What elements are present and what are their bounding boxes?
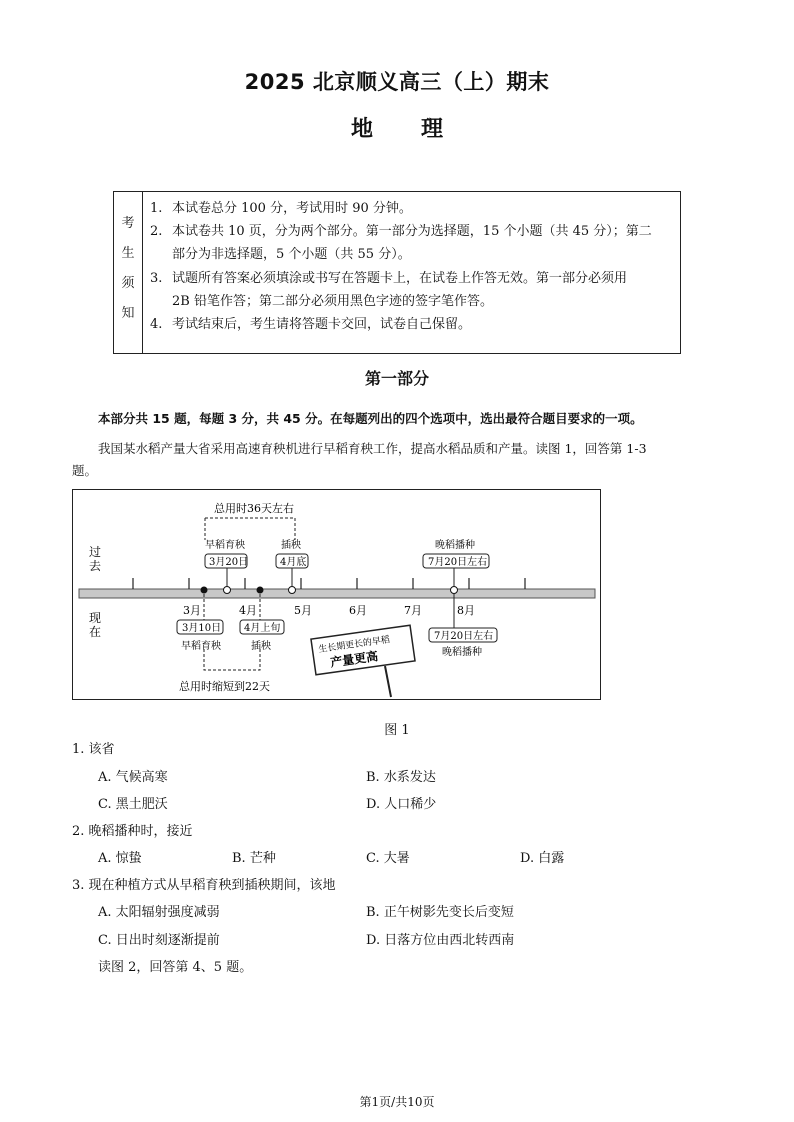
now-early-label: 早稻育秧: [181, 641, 221, 652]
notice-items: [150, 192, 674, 336]
question-option: [366, 766, 436, 785]
page-footer: 第1页/共10页: [359, 1095, 435, 1109]
option-letter: B.: [232, 851, 246, 866]
month-label: 3月: [183, 604, 201, 617]
now-transplant-date: 4月上旬: [244, 623, 281, 634]
past-total-duration: 总用时36天左右: [214, 502, 294, 515]
option-text: 气候高寒: [115, 770, 168, 785]
late-sowing-marker: [451, 587, 458, 594]
now-early-date: 3月10日: [182, 623, 222, 634]
subject-char: 理: [421, 117, 444, 142]
subject-title: [0, 112, 794, 143]
now-late-date: 7月20日左右: [434, 631, 494, 642]
question-stem: 1. 该省: [72, 742, 115, 757]
option-text: 人口稀少: [384, 797, 437, 812]
option-letter: C.: [98, 797, 112, 812]
past-early-date: 3月20日: [209, 557, 249, 568]
option-text: 大暑: [383, 851, 410, 866]
past-duration-bracket: [205, 518, 295, 540]
question-option: [366, 929, 514, 948]
month-label: 6月: [349, 604, 367, 617]
notice-item-text: 试题所有答案必须填涂或书写在答题卡上，在试卷上作答无效。第一部分必须用: [172, 270, 628, 286]
option-text: 日出时刻逐渐提前: [115, 933, 220, 948]
question-option: [98, 793, 168, 812]
question-option: [98, 901, 220, 920]
notice-item: [150, 220, 674, 243]
sign-text-line2: 产量更高: [329, 649, 379, 670]
option-letter: D.: [520, 851, 535, 866]
notice-item-text: 本试卷共 10 页，分为两个部分。第一部分为选择题，15 个小题（共 45 分）；第二: [172, 224, 652, 240]
section-title: 第一部分: [364, 369, 429, 388]
month-label: 5月: [294, 604, 312, 617]
notice-item-continued: 部分为非选择题，5 个小题（共 55 分）。: [172, 247, 411, 263]
month-label: 8月: [457, 604, 475, 617]
option-letter: C.: [98, 933, 112, 948]
month-label: 7月: [404, 604, 422, 617]
section-instruction: 本部分共 15 题，每题 3 分，共 45 分。在每题列出的四个选项中，选出最符合题目要求的一项。: [98, 411, 643, 426]
notice-item: [150, 197, 674, 220]
option-letter: D.: [366, 933, 381, 948]
past-label-char: 去: [89, 559, 102, 573]
option-text: 芒种: [249, 851, 276, 866]
figure-caption: 图 1: [384, 723, 410, 738]
now-transplant-label: 插秧: [251, 641, 271, 652]
notice-label-char: 须: [121, 276, 135, 291]
notice-item-num: 1.: [150, 201, 163, 216]
question-option: [98, 847, 142, 866]
past-early-label: 早稻育秧: [205, 540, 245, 551]
option-text: 白露: [538, 851, 565, 866]
paper-title: 2025 北京顺义高三（上）期末: [244, 70, 550, 94]
option-letter: C.: [366, 851, 380, 866]
now-total-duration: 总用时缩短到22天: [179, 680, 270, 693]
notice-item: [150, 313, 674, 336]
past-late-date: 7月20日左右: [428, 557, 488, 568]
question-option: [232, 847, 276, 866]
past-transplant-date: 4月底: [280, 557, 307, 568]
next-question-intro: 读图 2，回答第 4、5 题。: [98, 960, 253, 975]
question-option: [366, 793, 436, 812]
now-late-label: 晚稻播种: [442, 647, 482, 658]
question-intro-continued: 题。: [72, 463, 98, 478]
notice-item-num: 4.: [150, 317, 163, 333]
question-stem: 2. 晚稻播种时，接近: [72, 824, 193, 839]
notice-label: [114, 192, 143, 353]
past-early-marker: [224, 587, 231, 594]
now-duration-bracket: [204, 649, 260, 670]
option-letter: B.: [366, 905, 380, 920]
sign-text-line1: 生长期更长的早稻: [317, 635, 391, 656]
notice-item-num: 3.: [150, 270, 163, 286]
subject-char: 地: [350, 117, 373, 142]
option-letter: A.: [98, 770, 112, 785]
sign-board: [311, 625, 415, 697]
question-option: [366, 901, 514, 920]
now-label-char: 在: [89, 625, 102, 639]
question-option: [520, 847, 564, 866]
past-late-label: 晚稻播种: [435, 540, 475, 551]
timeline-bar: [79, 589, 595, 598]
option-letter: A.: [98, 851, 112, 866]
figure-1: [72, 489, 601, 700]
question-option: [98, 929, 220, 948]
notice-item-num: 2.: [150, 224, 163, 240]
question-option: [366, 847, 410, 866]
option-letter: A.: [98, 905, 112, 920]
option-letter: D.: [366, 797, 381, 812]
now-early-marker: [201, 587, 208, 594]
option-text: 水系发达: [383, 770, 436, 785]
timeline-ticks: [133, 578, 525, 589]
option-text: 黑土肥沃: [115, 797, 168, 812]
notice-label-char: 知: [121, 306, 135, 321]
past-transplant-marker: [289, 587, 296, 594]
notice-item: [150, 267, 674, 290]
past-label-char: 过: [89, 545, 102, 559]
now-label-char: 现: [89, 611, 102, 625]
option-text: 太阳辐射强度减弱: [115, 905, 220, 920]
notice-label-char: 考: [121, 216, 135, 231]
notice-item-continued: 2B 铅笔作答；第二部分必须用黑色字迹的签字笔作答。: [172, 293, 493, 309]
option-text: 正午树影先变长后变短: [383, 905, 514, 920]
notice-item-text: 考试结束后，考生请将答题卡交回，试卷自己保留。: [172, 317, 472, 333]
option-letter: B.: [366, 770, 380, 785]
option-text: 惊蛰: [115, 851, 142, 866]
exam-notice-box: [113, 191, 681, 354]
timeline-diagram: [73, 490, 600, 699]
month-label: 4月: [239, 604, 257, 617]
question-option: [98, 766, 168, 785]
option-text: 日落方位由西北转西南: [384, 933, 515, 948]
question-stem: 3. 现在种植方式从早稻育秧到插秧期间，该地: [72, 878, 336, 893]
past-transplant-label: 插秧: [281, 540, 301, 551]
notice-label-char: 生: [121, 246, 135, 261]
now-transplant-marker: [257, 587, 264, 594]
question-intro: 我国某水稻产量大省采用高速育秧机进行早稻育秧工作，提高水稻品质和产量。读图 1，回答第 1-3: [98, 441, 647, 456]
notice-item-text: 本试卷总分 100 分，考试用时 90 分钟。: [172, 201, 412, 216]
